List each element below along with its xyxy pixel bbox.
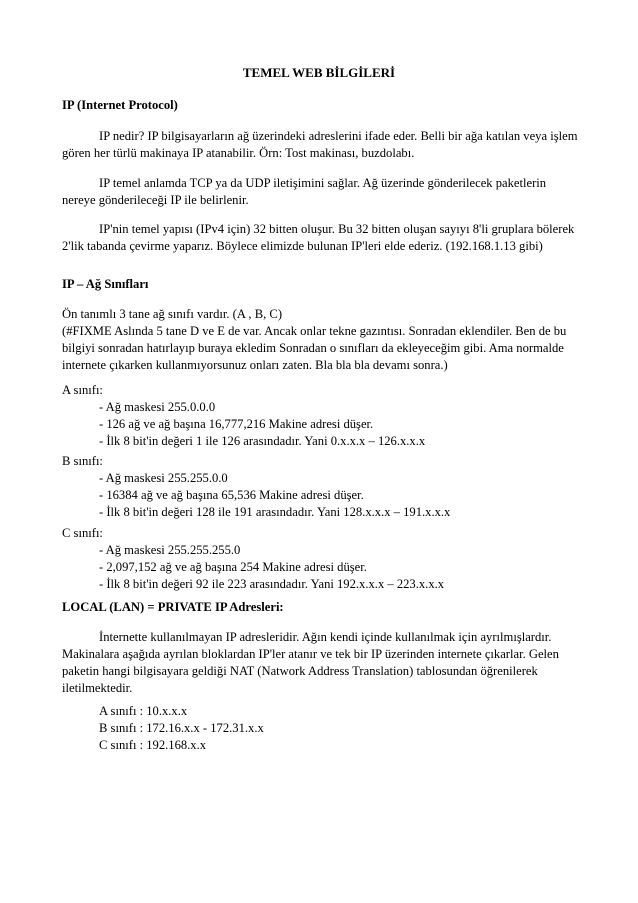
document-title: TEMEL WEB BİLGİLERİ [242, 65, 396, 80]
class-b-item: - 16384 ağ ve ağ başına 65,536 Makine adresi düşer. [99, 488, 364, 502]
class-b-item: - Ağ maskesi 255.255.0.0 [99, 471, 228, 485]
ip-paragraph-2: IP temel anlamda TCP ya da UDP iletişimini sağlar. Ağ üzerinde gönderilecek paketlerin nereye gönderileceği IP ile belirlenir. [62, 176, 547, 207]
class-b-section [62, 453, 582, 521]
class-a-item: - Ağ maskesi 255.0.0.0 [99, 400, 216, 414]
class-a-item: - 126 ağ ve ağ başına 16,777,216 Makine adresi düşer. [99, 417, 374, 431]
class-c-item: - 2,097,152 ağ ve ağ başına 254 Makine adresi düşer. [99, 560, 367, 574]
classes-heading: IP – Ağ Sınıfları [62, 277, 149, 291]
class-c-section [62, 525, 582, 593]
class-c-item: - İlk 8 bit'in değeri 92 ile 223 arasındadır. Yani 192.x.x.x – 223.x.x.x [99, 577, 445, 591]
class-a-item: - İlk 8 bit'in değeri 1 ile 126 arasındadır. Yani 0.x.x.x – 126.x.x.x [99, 434, 426, 448]
class-b-item: - İlk 8 bit'in değeri 128 ile 191 arasındadır. Yani 128.x.x.x – 191.x.x.x [99, 505, 451, 519]
classes-paragraph-1: Ön tanımlı 3 tane ağ sınıfı vardır. (A , B, C) [62, 307, 283, 321]
local-paragraph-1: İnternette kullanılmayan IP adresleridir. Ağın kendi içinde kullanılmak için ayrılmışlardır. Makinalara aşağıda ayrılan bloklardan IP'ler atanır ve tek bir IP üzerinden internete çıkarlar. Gelen paketin hangi bilgisayara geldiği NAT (Natwork Address Translation) tablosundan öğrenilerek iletilmektedir. [62, 630, 559, 695]
ip-heading: IP (Internet Protocol) [62, 98, 178, 112]
class-a-label: A sınıfı: [62, 383, 103, 397]
class-c-item: - Ağ maskesi 255.255.255.0 [99, 543, 241, 557]
class-c-label: C sınıfı: [62, 526, 103, 540]
local-heading: LOCAL (LAN) = PRIVATE IP Adresleri: [62, 600, 284, 614]
private-ranges [62, 703, 582, 754]
class-a-section [62, 382, 582, 450]
class-b-label: B sınıfı: [62, 454, 103, 468]
private-range-item: A sınıfı : 10.x.x.x [99, 704, 188, 718]
ip-paragraph-3: IP'nin temel yapısı (IPv4 için) 32 bitten oluşur. Bu 32 bitten oluşan sayıyı 8'li gruplara bölerek 2'lik tabanda çevirme yaparız. Böylece elimizde bulunan IP'leri elde ederiz. (192.168.1.13 gibi) [62, 222, 575, 253]
private-range-item: C sınıfı : 192.168.x.x [99, 738, 207, 752]
classes-paragraph-2: (#FIXME Aslında 5 tane D ve E de var. Ancak onlar tekne gazıntısı. Sonradan eklendiler. Ben de bu bilgiyi sonradan hatırlayıp buraya ekledim Sonradan o sınıfları da ekleyeceğim gibi. Ama normalde internete çıkarken kullanmıyorsunuz onları zaten. Bla bla bla devamı sonra.) [62, 324, 567, 372]
ip-paragraph-1: IP nedir? IP bilgisayarların ağ üzerindeki adreslerini ifade eder. Belli bir ağa katılan veya işlem gören her türlü makinaya IP atanabilir. Örn: Tost makinası, buzdolabı. [62, 129, 578, 160]
private-range-item: B sınıfı : 172.16.x.x - 172.31.x.x [99, 721, 264, 735]
